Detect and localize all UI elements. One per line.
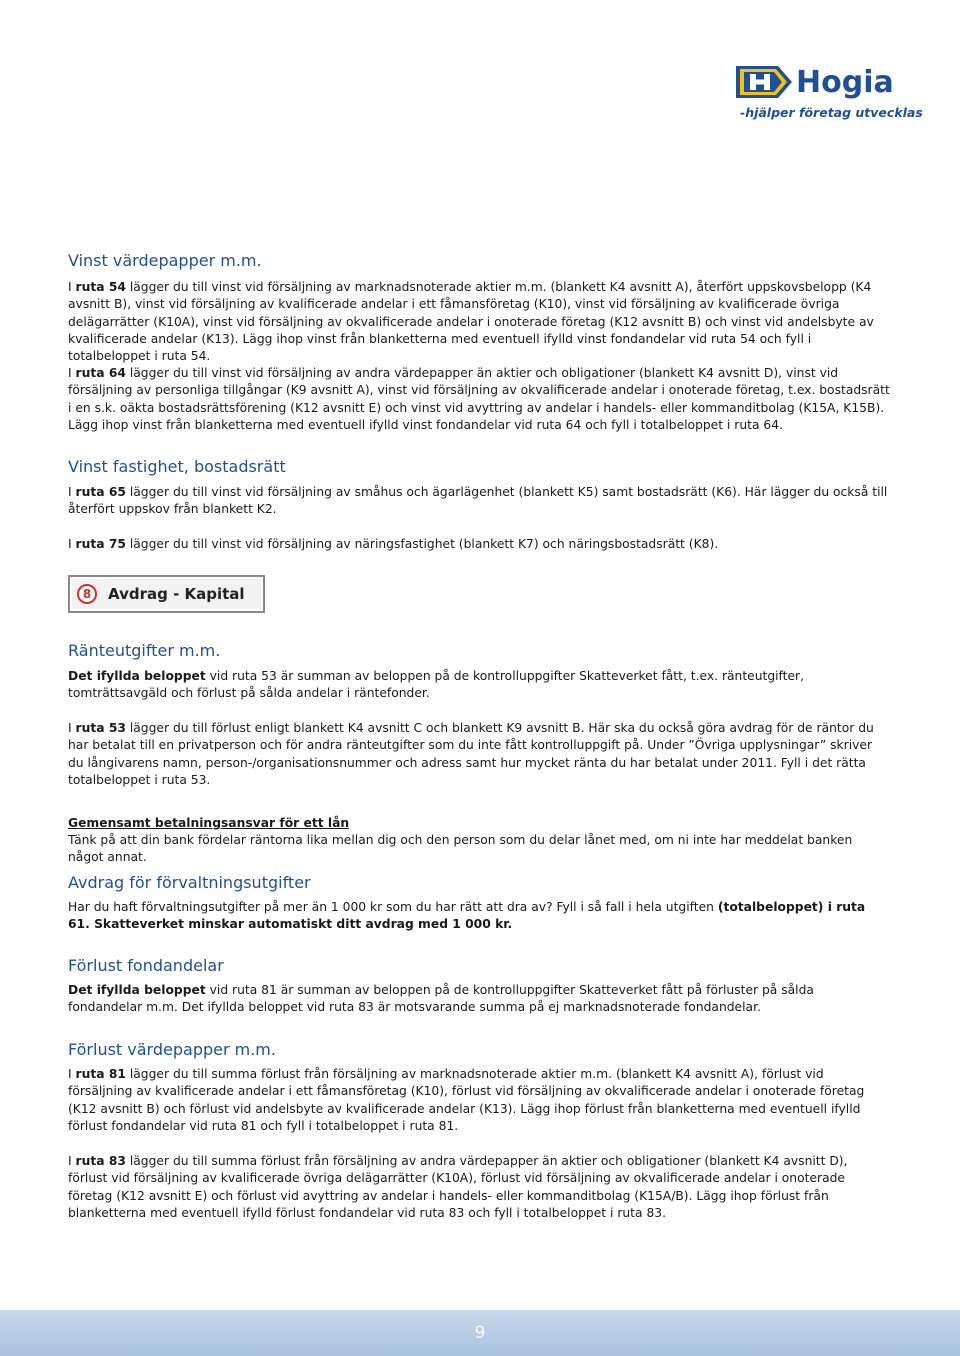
subheading-betalningsansvar: Gemensamt betalningsansvar för ett lån (68, 816, 350, 830)
paragraph-ruta-83: I ruta 83 lägger du till summa förlust från försäljning av andra värdepapper än aktier och obligationer (blankett K4 avsnitt D), förlust vid försäljning av kvalificerade övriga delägarrätter (K10A), förlust vid försäljning av okvalificerade andelar i onoterade företag (K12 avsnitt E) och förlust vid avyttring av andelar i handels- eller kommanditbolag (K15A/B). Lägg ihop förlust från blanketterna med eventuell ifylld förlust fondandelar vid ruta 83 och fyll i totalbeloppet i ruta 83. (68, 1154, 848, 1220)
avdrag-kapital-button[interactable] (68, 575, 265, 613)
paragraph-betalningsansvar: Tänk på att din bank fördelar räntorna lika mellan dig och den person som du delar lånet med, om ni inte har meddelat banken något annat. (68, 833, 853, 865)
heading-forlust-vardepapper: Förlust värdepapper m.m. (68, 1040, 276, 1059)
page-number: 9 (474, 1323, 486, 1343)
heading-vinst-vardepapper: Vinst värdepapper m.m. (68, 251, 262, 270)
heading-vinst-fastighet: Vinst fastighet, bostadsrätt (68, 457, 286, 476)
step-number-badge: 8 (77, 584, 97, 604)
heading-ranteutgifter: Ränteutgifter m.m. (68, 641, 221, 660)
brand-name: Hogia (796, 65, 894, 100)
paragraph-forvaltningsutgifter: Har du haft förvaltningsutgifter på mer än 1 000 kr som du har rätt att dra av? Fyll i så fall i hela utgiften (totalbeloppet) i ruta 61. Skatteverket minskar automatiskt ditt avdrag med 1 000 kr. (68, 900, 866, 932)
page-footer (0, 1310, 960, 1356)
heading-forvaltningsutgifter: Avdrag för förvaltningsutgifter (68, 873, 311, 892)
paragraph-ifyllda-81: Det ifyllda beloppet vid ruta 81 är summan av beloppen på de kontrolluppgifter Skatteverket fått på förluster på sålda fondandelar m.m. Det ifyllda beloppet vid ruta 83 är motsvarande summa på ej marknadsnoterade fondandelar. (68, 983, 814, 1015)
paragraph-ruta-75: I ruta 75 lägger du till vinst vid försäljning av näringsfastighet (blankett K7) och näringsbostadsrätt (K8). (68, 537, 719, 551)
paragraph-ruta-54: I ruta 54 lägger du till vinst vid försäljning av marknadsnoterade aktier m.m. (blankett K4 avsnitt A), återfört uppskovsbelopp (K4 avsnitt B), vinst vid försäljning av kvalificerade andelar i ett fåmansföretag (K10), vinst vid försäljning av kvalificerade övriga delägarrätter (K10A), vinst vid försäljning av okvalificerade andelar i onoterade företag (K12 avsnitt B) och vinst vid andelsbyte av kvalificerade andelar (K13). Lägg ihop vinst från blanketterna med eventuell ifylld vinst fondandelar vid ruta 54 och fyll i totalbeloppet i ruta 54. (68, 280, 874, 364)
brand-tagline: -hjälper företag utvecklas (740, 105, 923, 120)
paragraph-ruta-81: I ruta 81 lägger du till summa förlust från försäljning av marknadsnoterade aktier m.m. (blankett K4 avsnitt A), förlust vid försäljning av kvalificerade andelar i ett fåmansföretag (K10), förlust vid försäljning av okvalificerade andelar i onoterade företag (K12 avsnitt B) och förlust vid andelsbyte av kvalificerade andelar (K13). Lägg ihop förlust från blanketterna med eventuell ifylld förlust fondandelar vid ruta 81 och fyll i totalbeloppet i ruta 81. (68, 1067, 865, 1133)
avdrag-kapital-label: Avdrag - Kapital (108, 585, 245, 603)
heading-forlust-fondandelar: Förlust fondandelar (68, 956, 224, 975)
paragraph-ruta-53: I ruta 53 lägger du till förlust enligt blankett K4 avsnitt C och blankett K9 avsnitt B. Här ska du också göra avdrag för de räntor du har betalat till en privatperson och för andra ränteutgifter som du inte fått kontrolluppgift på. Under ”Övriga upplysningar” skriver du långivarens namn, person-/organisationsnummer och adress samt hur mycket ränta du har betalat under 2011. Fyll i det rätta totalbeloppet i ruta 53. (68, 721, 874, 787)
paragraph-ruta-64: I ruta 64 lägger du till vinst vid försäljning av andra värdepapper än aktier och obligationer (blankett K4 avsnitt D), vinst vid försäljning av personliga tillgångar (K9 avsnitt A), vinst vid försäljning av okvalificerade andelar i onoterade företag, t.ex. bostadsrätt i en s.k. oäkta bostadsrättsförening (K12 avsnitt E) och vinst vid avyttring av andelar i handels- eller kommanditbolag (K15A, K15B). Lägg ihop vinst från blanketterna med eventuell ifylld vinst fondandelar vid ruta 64 och fyll i totalbeloppet i ruta 64. (68, 366, 890, 432)
paragraph-ruta-65: I ruta 65 lägger du till vinst vid försäljning av småhus och ägarlägenhet (blankett K5) samt bostadsrätt (K6). Här lägger du också till återfört uppskov från blankett K2. (68, 485, 888, 517)
paragraph-ifyllda-53: Det ifyllda beloppet vid ruta 53 är summan av beloppen på de kontrolluppgifter Skatteverket fått, t.ex. ränteutgifter, tomträttsavgäld och förlust på sålda andelar i räntefonder. (68, 669, 805, 701)
